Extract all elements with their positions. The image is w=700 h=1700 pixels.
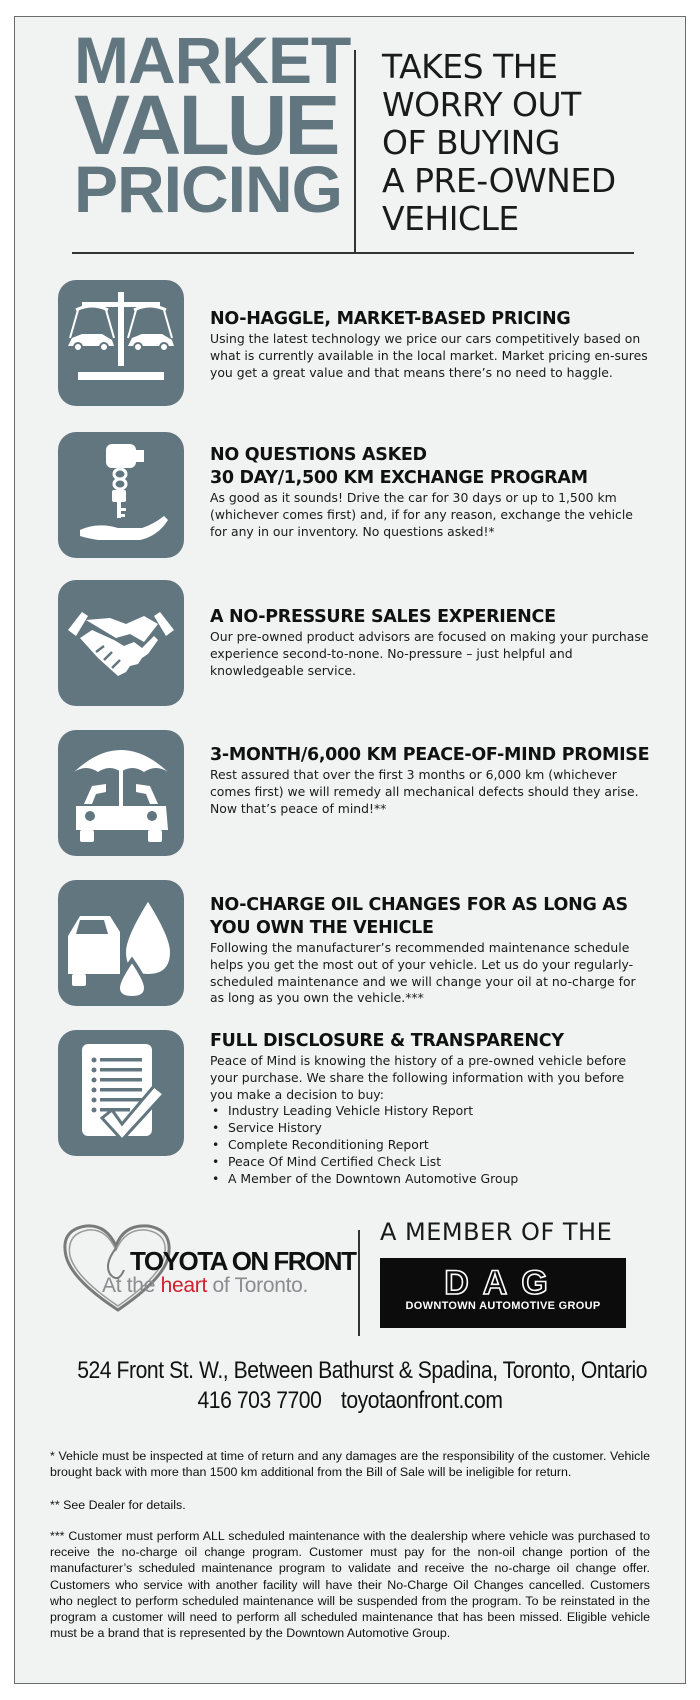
feature-title: FULL DISCLOSURE & TRANSPARENCY — [210, 1031, 564, 1051]
tagline-line: WORRY OUT — [382, 85, 581, 124]
key-hand-icon — [58, 432, 184, 558]
contact-line — [77, 1386, 623, 1416]
disclaimer-3 — [50, 1528, 650, 1641]
disclaimer-text: ** See Dealer for details. — [50, 1498, 186, 1512]
checklist-icon — [58, 1030, 184, 1156]
tagline-line: TAKES THE — [382, 47, 558, 86]
tagline-line: VEHICLE — [382, 199, 519, 238]
dealer-tagline-highlight: heart — [160, 1274, 207, 1297]
member-text: A MEMBER OF THE — [380, 1218, 613, 1246]
feature-body: Our pre-owned product advisors are focused on making your purchase experience second-to-none. No-pressure – just helpful and knowledgeable service. — [210, 629, 649, 678]
oil-drop-icon — [58, 880, 184, 1006]
handshake-icon — [58, 580, 184, 706]
disclaimer-1 — [50, 1448, 650, 1480]
dealer-name: TOYOTA ON FRONT — [130, 1246, 356, 1276]
list-item: • Industry Leading Vehicle History Report — [210, 1103, 650, 1120]
feature-body: Peace of Mind is knowing the history of a pre-owned vehicle before your purchase. We share the following information with you before you make a decision to buy: — [210, 1053, 627, 1102]
list-item: • A Member of the Downtown Automotive Group — [210, 1171, 650, 1188]
list-item: • Peace Of Mind Certified Check List — [210, 1154, 650, 1171]
list-item: • Service History — [210, 1120, 650, 1137]
feature-body: Following the manufacturer’s recommended maintenance schedule helps you get the most out of your vehicle. Let us do your regularly-scheduled maintenance and we will change your oil at no-charge for as long as you own the vehicle.*** — [210, 940, 636, 1006]
phone: 416 703 7700 — [197, 1387, 322, 1414]
website-link[interactable]: toyotaonfront.com — [340, 1387, 503, 1414]
dag-mark: DAG — [444, 1264, 562, 1302]
feature-title: 30 DAY/1,500 KM EXCHANGE PROGRAM — [210, 468, 588, 488]
headline-line: MARKET — [74, 23, 351, 97]
header — [58, 23, 628, 254]
tagline-line: A PRE-OWNED — [382, 161, 616, 200]
feature-title: YOU OWN THE VEHICLE — [210, 918, 434, 938]
dealer-tagline — [102, 1274, 308, 1298]
disclaimer-text: *** Customer must perform ALL scheduled maintenance with the dealership where vehicle was purchased to receive the no-charge oil change program. Customer must pay for the non-oil change portion of the manufacturer’s scheduled maintenance program to validate and receive the no-charge oil change offer. Customers who service with another facility will have their No-Charge Oil Changes cancelled. Customers who neglect to perform scheduled maintenance will be suspended from the program. To be reinstated in the program a customer will need to perform all scheduled maintenance that has been missed. Eligible vehicle must be a brand that is represented by the Downtown Automotive Group. — [50, 1529, 650, 1641]
header-divider — [354, 50, 356, 254]
feature-body: Rest assured that over the first 3 months or 6,000 km (whichever comes first) we will remedy all mechanical defects should they arise. Now that’s peace of mind!** — [210, 767, 639, 816]
address: 524 Front St. W., Between Bathurst & Spadina, Toronto, Ontario — [77, 1357, 648, 1384]
disclaimer-2 — [50, 1497, 650, 1513]
umbrella-car-icon — [58, 730, 184, 856]
dag-logo — [380, 1258, 626, 1328]
disclaimer-text: * Vehicle must be inspected at time of return and any damages are the responsibility of the customer. Vehicle brought back with more than 1500 km additional from the Bill of Sale will be ineligible for return. — [50, 1449, 650, 1480]
tagline-line: OF BUYING — [382, 123, 560, 162]
header-rule — [72, 252, 634, 254]
feature-title: 3-MONTH/6,000 KM PEACE-OF-MIND PROMISE — [210, 745, 650, 765]
headline — [74, 23, 351, 226]
headline-line: PRICING — [74, 151, 343, 226]
feature-title: NO QUESTIONS ASKED — [210, 445, 427, 465]
feature-title: NO-CHARGE OIL CHANGES FOR AS LONG AS — [210, 895, 628, 915]
feature-title: NO-HAGGLE, MARKET-BASED PRICING — [210, 309, 571, 329]
contact-block — [40, 1356, 660, 1416]
headline-line: VALUE — [74, 77, 338, 172]
dag-mark-icon — [380, 1258, 626, 1328]
dealer-tagline-post: of Toronto. — [206, 1274, 309, 1297]
feature-title: A NO-PRESSURE SALES EXPERIENCE — [210, 607, 556, 627]
logos-row — [58, 1218, 638, 1328]
feature-body: As good as it sounds! Drive the car for 30 days or up to 1,500 km (whichever comes first) and, if for any reason, exchange the vehicle for any in our inventory. No questions asked!* — [210, 490, 633, 539]
group-name: DOWNTOWN AUTOMOTIVE GROUP — [405, 1300, 601, 1312]
dealer-tagline-pre: At the — [102, 1274, 161, 1297]
list-item: • Complete Reconditioning Report — [210, 1137, 650, 1154]
logos-divider — [358, 1230, 360, 1336]
disclosure-list — [210, 1103, 650, 1187]
tagline — [382, 48, 632, 238]
feature-body: Using the latest technology we price our cars competitively based on what is currently available in the local market. Market pricing en-sures you get a great value and that means there’s no need to haggle. — [210, 331, 648, 380]
scale-icon — [58, 280, 184, 406]
